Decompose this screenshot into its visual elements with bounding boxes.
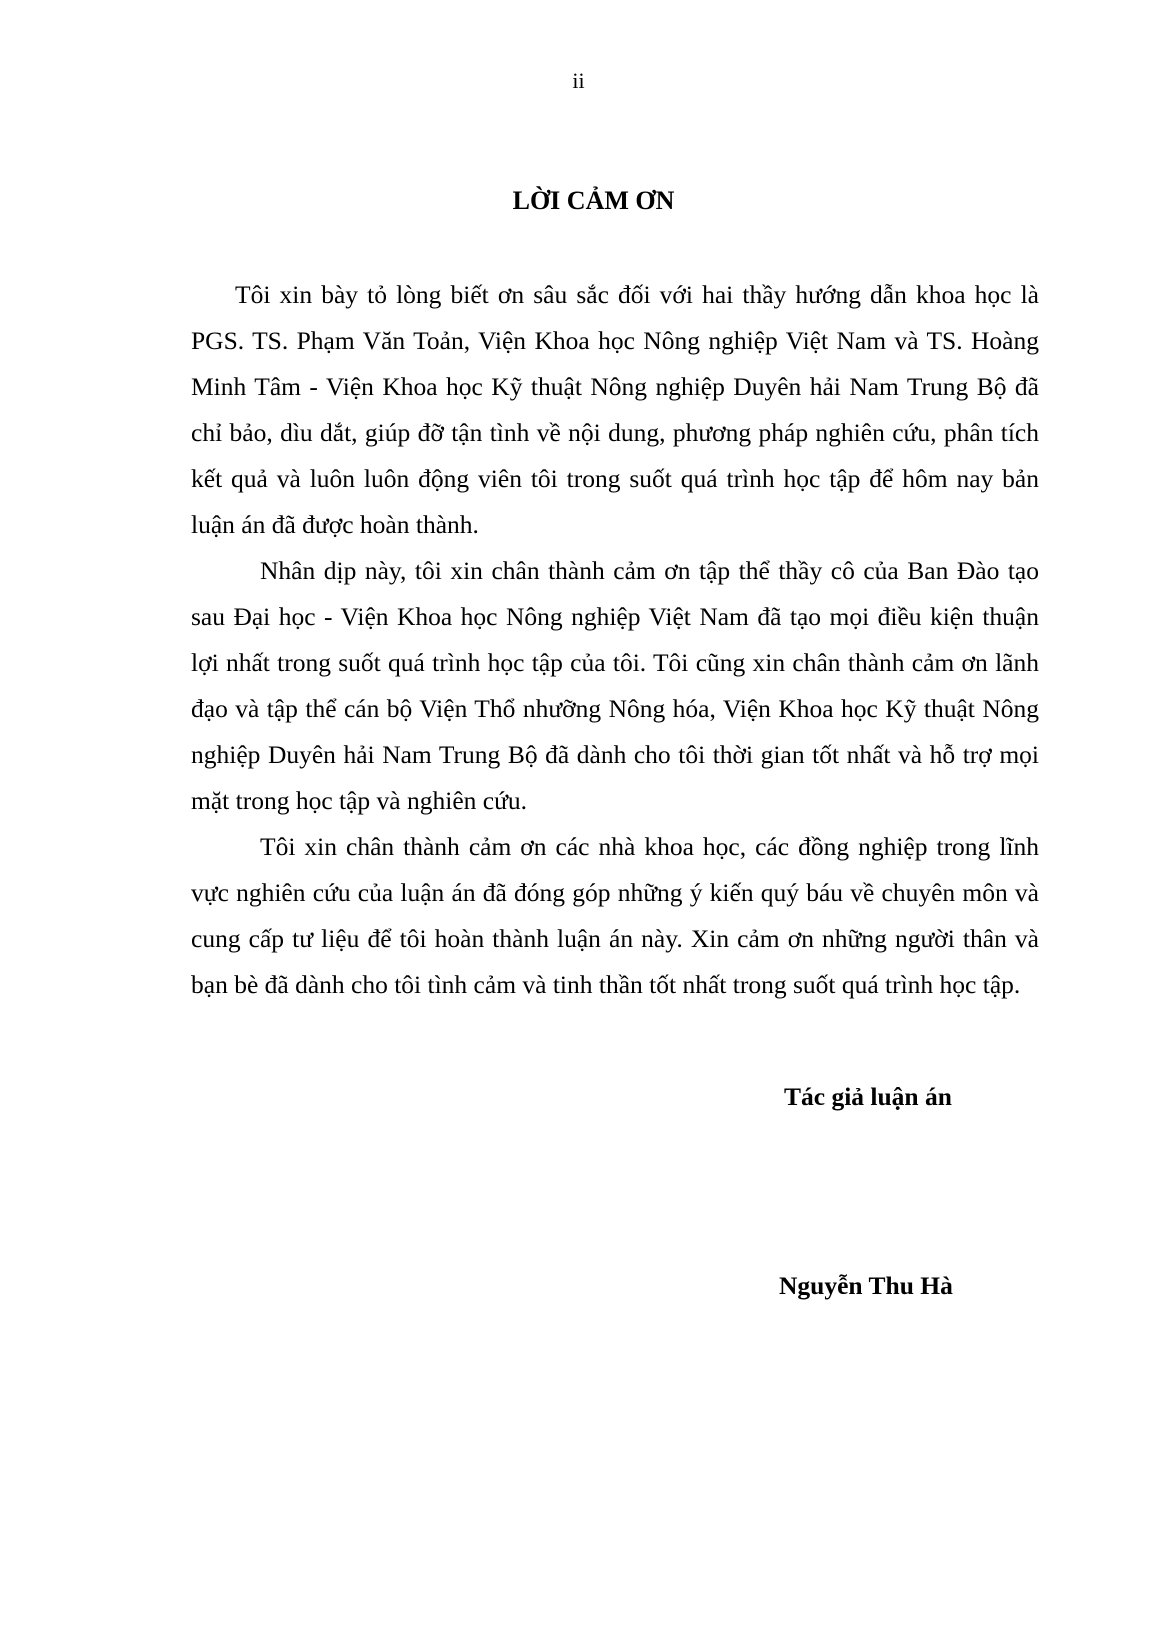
paragraph-institutions: Nhân dịp này, tôi xin chân thành cảm ơn tập thể thầy cô của Ban Đào tạo sau Đại học - Viện Khoa học Nông nghiệp Việt Nam đã tạo mọi điều kiện thuận lợi nhất trong suốt quá trình học tập của tôi. Tôi cũng xin chân thành cảm ơn lãnh đạo và tập thể cán bộ Viện Thổ nhưỡng Nông hóa, Viện Khoa học Kỹ thuật Nông nghiệp Duyên hải Nam Trung Bộ đã dành cho tôi thời gian tốt nhất và hỗ trợ mọi mặt trong học tập và nghiên cứu.: [191, 556, 1039, 815]
page-number: ii: [572, 68, 585, 93]
paragraph-colleagues: Tôi xin chân thành cảm ơn các nhà khoa học, các đồng nghiệp trong lĩnh vực nghiên cứu của luận án đã đóng góp những ý kiến quý báu về chuyên môn và cung cấp tư liệu để tôi hoàn thành luận án này. Xin cảm ơn những người thân và bạn bè đã dành cho tôi tình cảm và tinh thần tốt nhất trong suốt quá trình học tập.: [191, 832, 1039, 999]
author-name: Nguyễn Thu Hà: [779, 1271, 953, 1300]
page-title: LỜI CẢM ƠN: [512, 186, 675, 215]
paragraph-advisors: Tôi xin bày tỏ lòng biết ơn sâu sắc đối với hai thầy hướng dẫn khoa học là PGS. TS. Phạm Văn Toản, Viện Khoa học Nông nghiệp Việt Nam và TS. Hoàng Minh Tâm - Viện Khoa học Kỹ thuật Nông nghiệp Duyên hải Nam Trung Bộ đã chỉ bảo, dìu dắt, giúp đỡ tận tình về nội dung, phương pháp nghiên cứu, phân tích kết quả và luôn luôn động viên tôi trong suốt quá trình học tập để hôm nay bản luận án đã được hoàn thành.: [191, 280, 1039, 539]
acknowledgement-body: [191, 272, 1039, 1008]
author-label: Tác giả luận án: [784, 1082, 952, 1111]
